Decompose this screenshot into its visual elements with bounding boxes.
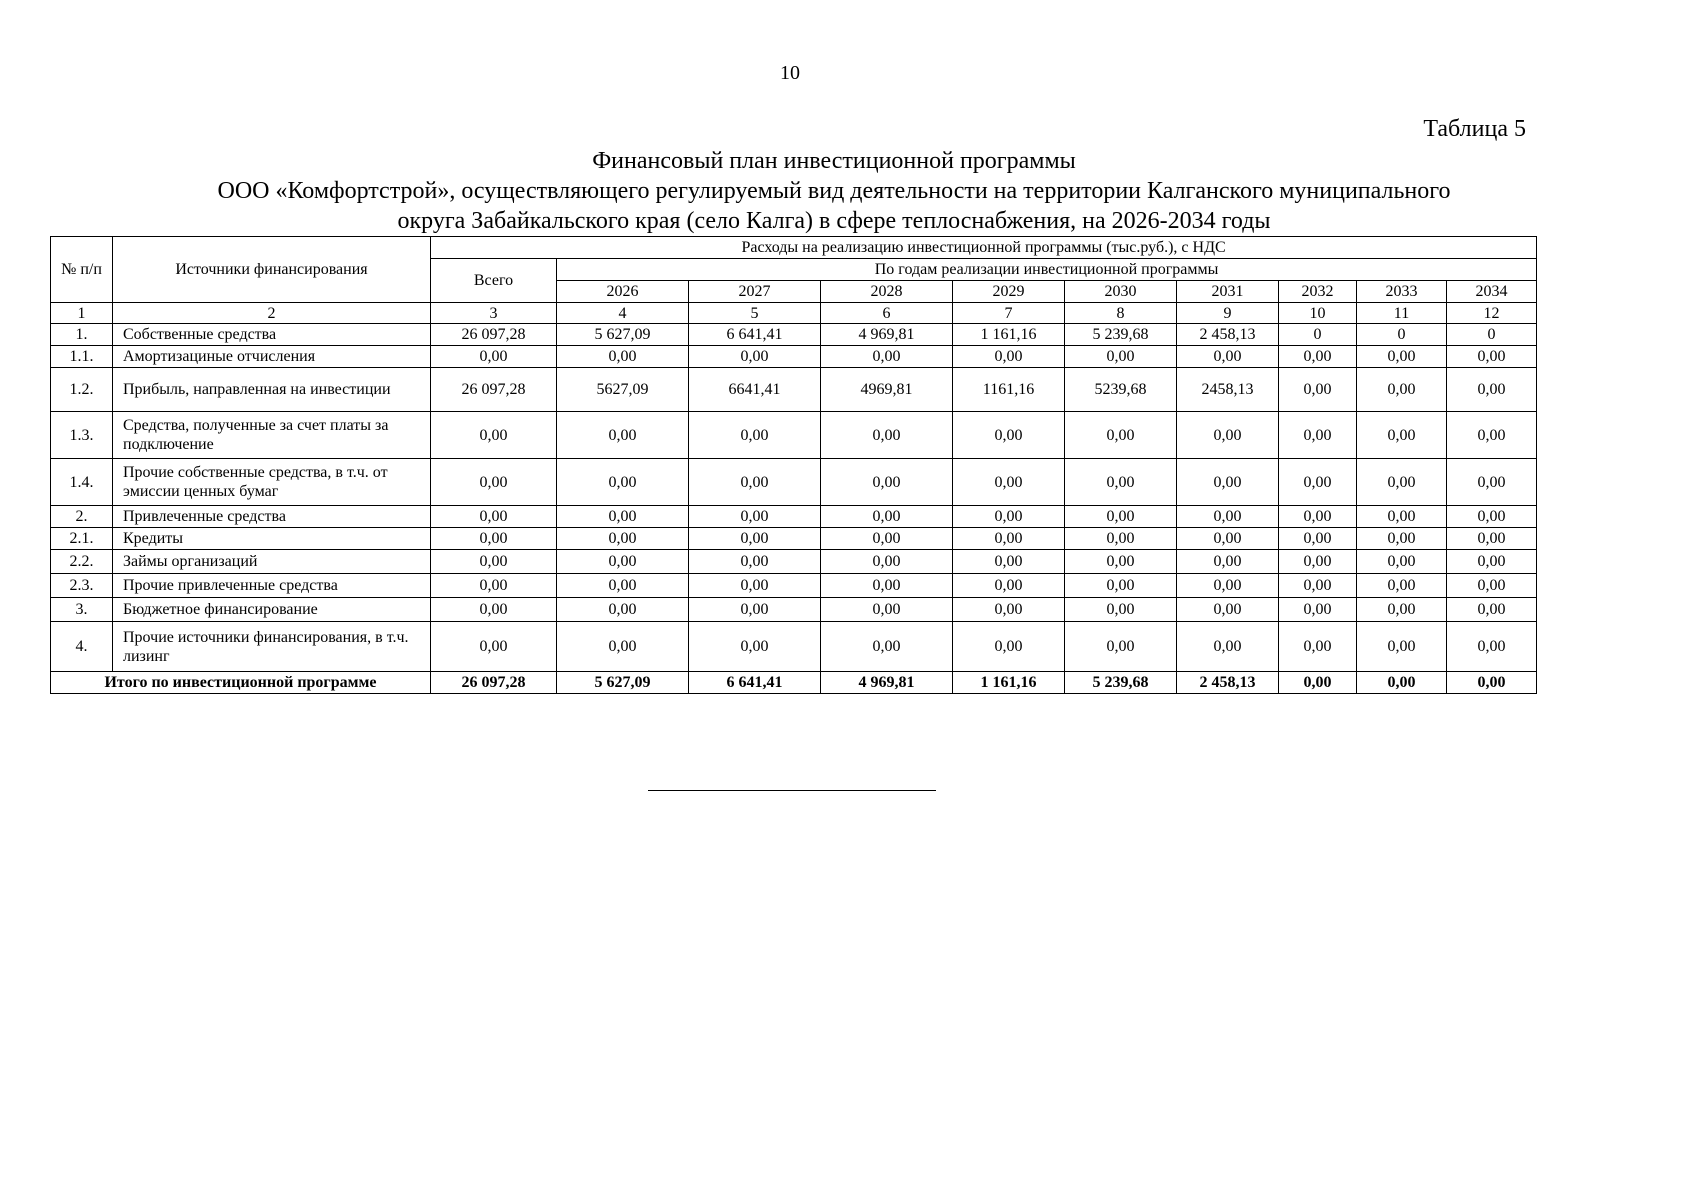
row-value: 0,00 (1279, 574, 1357, 598)
row-value: 5627,09 (557, 368, 689, 412)
row-value: 0 (1357, 324, 1447, 346)
row-source: Займы организаций (113, 550, 431, 574)
row-value: 0,00 (1279, 412, 1357, 459)
row-value: 0,00 (953, 574, 1065, 598)
row-value: 0,00 (1357, 598, 1447, 622)
row-value: 0,00 (1357, 412, 1447, 459)
row-value: 5239,68 (1065, 368, 1177, 412)
header-by-years: По годам реализации инвестиционной программы (557, 259, 1537, 281)
row-number: 1.1. (51, 346, 113, 368)
row-number: 2.2. (51, 550, 113, 574)
row-value: 0,00 (431, 346, 557, 368)
row-number: 1.3. (51, 412, 113, 459)
table-row (51, 598, 1537, 622)
row-value: 0,00 (689, 346, 821, 368)
row-value: 0,00 (1357, 346, 1447, 368)
row-value: 0,00 (1065, 412, 1177, 459)
row-value: 6641,41 (689, 368, 821, 412)
row-value: 0,00 (1279, 368, 1357, 412)
row-value: 0,00 (821, 550, 953, 574)
total-value: 2 458,13 (1177, 672, 1279, 694)
row-source: Привлеченные средства (113, 506, 431, 528)
row-value: 0,00 (557, 598, 689, 622)
row-value: 0,00 (1447, 574, 1537, 598)
row-value: 2 458,13 (1177, 324, 1279, 346)
row-value: 0,00 (431, 506, 557, 528)
page-number: 10 (780, 62, 800, 84)
row-value: 0,00 (557, 412, 689, 459)
row-number: 1.2. (51, 368, 113, 412)
row-value: 0,00 (1065, 528, 1177, 550)
column-number: 6 (821, 303, 953, 324)
row-value: 0,00 (1279, 528, 1357, 550)
header-num: № п/п (51, 237, 113, 303)
row-source: Амортизациные отчисления (113, 346, 431, 368)
total-value: 5 239,68 (1065, 672, 1177, 694)
row-source: Прочие собственные средства, в т.ч. от эмиссии ценных бумаг (113, 459, 431, 506)
row-value: 0,00 (821, 622, 953, 672)
row-value: 0,00 (557, 528, 689, 550)
row-source: Кредиты (113, 528, 431, 550)
row-number: 1. (51, 324, 113, 346)
table-row (51, 622, 1537, 672)
row-value: 0,00 (1065, 506, 1177, 528)
row-value: 0,00 (431, 528, 557, 550)
table-row (51, 368, 1537, 412)
row-source: Прочие привлеченные средства (113, 574, 431, 598)
row-value: 0,00 (821, 506, 953, 528)
title-line: ООО «Комфортстрой», осуществляющего регулируемый вид деятельности на территории Калганского муниципального (217, 178, 1451, 204)
column-number: 11 (1357, 303, 1447, 324)
row-value: 0,00 (689, 528, 821, 550)
row-value: 0,00 (431, 598, 557, 622)
row-value: 2458,13 (1177, 368, 1279, 412)
document-title (0, 146, 1668, 236)
row-value: 0,00 (1177, 574, 1279, 598)
row-value: 5 239,68 (1065, 324, 1177, 346)
row-value: 0,00 (1357, 622, 1447, 672)
row-number: 2.3. (51, 574, 113, 598)
column-number: 8 (1065, 303, 1177, 324)
row-value: 0,00 (689, 550, 821, 574)
row-value: 5 627,09 (557, 324, 689, 346)
row-value: 0,00 (953, 528, 1065, 550)
total-value: 1 161,16 (953, 672, 1065, 694)
table-row (51, 346, 1537, 368)
header-year: 2030 (1065, 281, 1177, 303)
row-number: 3. (51, 598, 113, 622)
row-value: 0 (1447, 324, 1537, 346)
row-source: Средства, полученные за счет платы за подключение (113, 412, 431, 459)
column-number: 9 (1177, 303, 1279, 324)
row-value: 0,00 (821, 412, 953, 459)
table-row (51, 459, 1537, 506)
column-number: 7 (953, 303, 1065, 324)
row-value: 0,00 (689, 459, 821, 506)
row-value: 0,00 (689, 598, 821, 622)
header-year: 2027 (689, 281, 821, 303)
row-value: 0,00 (1177, 346, 1279, 368)
row-value: 0,00 (1065, 574, 1177, 598)
row-value: 0,00 (557, 622, 689, 672)
row-value: 0,00 (1357, 506, 1447, 528)
table-label: Таблица 5 (1423, 116, 1526, 142)
total-value: 6 641,41 (689, 672, 821, 694)
title-line: округа Забайкальского края (село Калга) в сфере теплоснабжения, на 2026-2034 годы (397, 208, 1271, 234)
row-value: 4 969,81 (821, 324, 953, 346)
row-value: 0,00 (1357, 368, 1447, 412)
row-value: 0,00 (689, 574, 821, 598)
row-value: 4969,81 (821, 368, 953, 412)
row-value: 0,00 (557, 550, 689, 574)
closing-rule (648, 790, 936, 791)
row-value: 0,00 (1357, 528, 1447, 550)
header-year: 2028 (821, 281, 953, 303)
row-source: Прочие источники финансирования, в т.ч. лизинг (113, 622, 431, 672)
row-value: 0,00 (953, 346, 1065, 368)
row-number: 2. (51, 506, 113, 528)
financial-plan-table (50, 236, 1537, 694)
row-value: 0,00 (557, 574, 689, 598)
row-value: 1 161,16 (953, 324, 1065, 346)
row-source: Прибыль, направленная на инвестиции (113, 368, 431, 412)
row-value: 0,00 (1279, 506, 1357, 528)
row-value: 0,00 (821, 459, 953, 506)
row-value: 0,00 (1447, 368, 1537, 412)
row-value: 0,00 (431, 459, 557, 506)
row-value: 0,00 (1177, 412, 1279, 459)
row-value: 6 641,41 (689, 324, 821, 346)
row-value: 0,00 (821, 528, 953, 550)
row-source: Бюджетное финансирование (113, 598, 431, 622)
row-value: 0,00 (1065, 459, 1177, 506)
row-number: 2.1. (51, 528, 113, 550)
row-value: 0,00 (1357, 459, 1447, 506)
total-value: 5 627,09 (557, 672, 689, 694)
row-value: 0,00 (557, 506, 689, 528)
row-number: 4. (51, 622, 113, 672)
title-line: Финансовый план инвестиционной программы (592, 148, 1076, 174)
header-year: 2032 (1279, 281, 1357, 303)
row-value: 0,00 (1177, 506, 1279, 528)
table-row (51, 528, 1537, 550)
row-value: 0,00 (689, 412, 821, 459)
total-value: 0,00 (1279, 672, 1357, 694)
row-value: 26 097,28 (431, 324, 557, 346)
row-value: 0,00 (689, 622, 821, 672)
row-value: 0,00 (1177, 459, 1279, 506)
column-number: 4 (557, 303, 689, 324)
row-value: 0,00 (1279, 550, 1357, 574)
row-value: 0,00 (557, 459, 689, 506)
row-value: 26 097,28 (431, 368, 557, 412)
table-row (51, 574, 1537, 598)
row-value: 0,00 (1065, 550, 1177, 574)
row-value: 0,00 (953, 598, 1065, 622)
row-value: 0,00 (1447, 506, 1537, 528)
row-value: 0,00 (1065, 598, 1177, 622)
row-value: 0,00 (1177, 622, 1279, 672)
row-source: Собственные средства (113, 324, 431, 346)
column-number: 2 (113, 303, 431, 324)
row-value: 0,00 (431, 622, 557, 672)
row-value: 0,00 (1447, 412, 1537, 459)
header-year: 2034 (1447, 281, 1537, 303)
header-year: 2026 (557, 281, 689, 303)
total-value: 4 969,81 (821, 672, 953, 694)
row-value: 0,00 (953, 412, 1065, 459)
total-label: Итого по инвестиционной программе (51, 672, 431, 694)
row-value: 0,00 (821, 574, 953, 598)
row-value: 0,00 (557, 346, 689, 368)
row-value: 0 (1279, 324, 1357, 346)
row-value: 0,00 (953, 459, 1065, 506)
row-value: 0,00 (1177, 550, 1279, 574)
table-row (51, 506, 1537, 528)
row-value: 1161,16 (953, 368, 1065, 412)
table-row (51, 550, 1537, 574)
row-value: 0,00 (953, 550, 1065, 574)
row-value: 0,00 (1447, 346, 1537, 368)
row-value: 0,00 (1279, 622, 1357, 672)
row-value: 0,00 (689, 506, 821, 528)
column-number: 10 (1279, 303, 1357, 324)
row-value: 0,00 (1447, 528, 1537, 550)
row-value: 0,00 (953, 622, 1065, 672)
row-value: 0,00 (1447, 550, 1537, 574)
row-value: 0,00 (431, 574, 557, 598)
row-value: 0,00 (431, 412, 557, 459)
column-number: 12 (1447, 303, 1537, 324)
total-row (51, 672, 1537, 694)
header-year: 2033 (1357, 281, 1447, 303)
header-year: 2031 (1177, 281, 1279, 303)
row-value: 0,00 (1357, 574, 1447, 598)
row-value: 0,00 (1177, 528, 1279, 550)
column-number: 1 (51, 303, 113, 324)
table-row (51, 324, 1537, 346)
row-value: 0,00 (953, 506, 1065, 528)
table-row (51, 412, 1537, 459)
column-number: 5 (689, 303, 821, 324)
total-value: 0,00 (1357, 672, 1447, 694)
row-value: 0,00 (821, 346, 953, 368)
row-value: 0,00 (1279, 346, 1357, 368)
row-value: 0,00 (821, 598, 953, 622)
row-value: 0,00 (1065, 622, 1177, 672)
row-value: 0,00 (1177, 598, 1279, 622)
row-value: 0,00 (1279, 598, 1357, 622)
row-value: 0,00 (1065, 346, 1177, 368)
column-number: 3 (431, 303, 557, 324)
total-value: 26 097,28 (431, 672, 557, 694)
row-value: 0,00 (1357, 550, 1447, 574)
header-year: 2029 (953, 281, 1065, 303)
header-expenses: Расходы на реализацию инвестиционной программы (тыс.руб.), с НДС (431, 237, 1537, 259)
row-value: 0,00 (1447, 622, 1537, 672)
header-total: Всего (431, 259, 557, 303)
row-value: 0,00 (1279, 459, 1357, 506)
header-source: Источники финансирования (113, 237, 431, 303)
row-number: 1.4. (51, 459, 113, 506)
total-value: 0,00 (1447, 672, 1537, 694)
row-value: 0,00 (1447, 598, 1537, 622)
row-value: 0,00 (431, 550, 557, 574)
row-value: 0,00 (1447, 459, 1537, 506)
